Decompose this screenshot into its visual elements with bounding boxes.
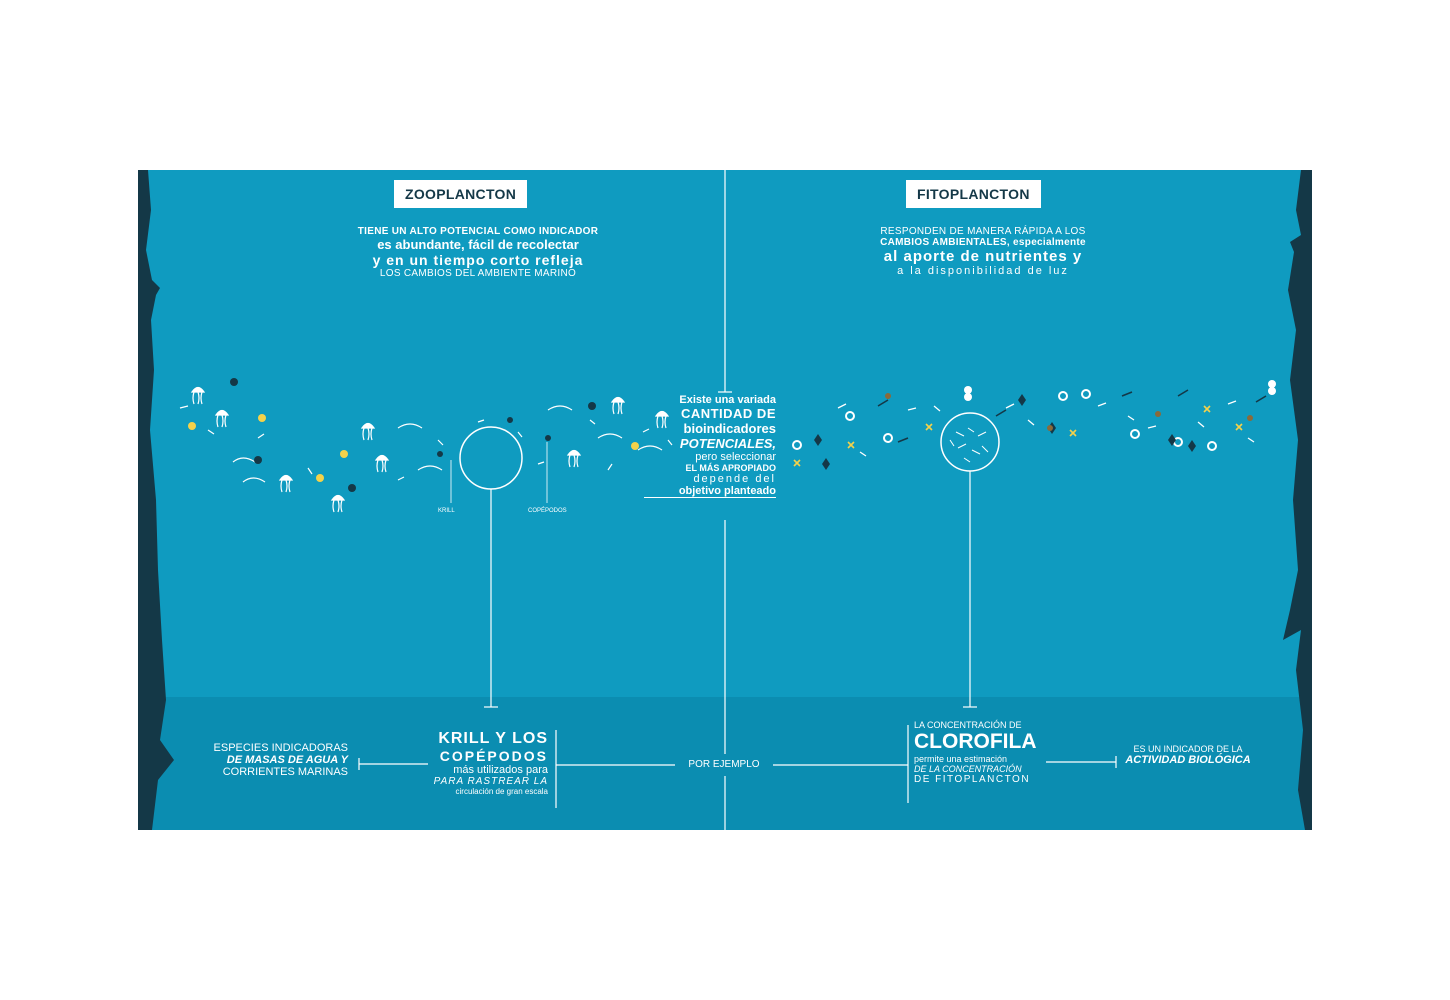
fitoplancton-side-note	[1118, 744, 1258, 766]
side-note-left-line-1: ESPECIES INDICADORAS	[213, 742, 348, 754]
side-note-left-line-2: DE MASAS DE AGUA Y	[226, 754, 348, 766]
illustration-layer	[138, 170, 1312, 830]
clorofila-highlight-line-1: LA CONCENTRACIÓN DE	[914, 720, 1022, 730]
krill-label: KRILL	[438, 508, 455, 514]
por-ejemplo-label: POR EJEMPLO	[688, 759, 760, 770]
clorofila-highlight-line-4: DE LA CONCENTRACIÓN	[914, 764, 1022, 774]
center-statement	[644, 394, 776, 498]
center-line-4: POTENCIALES,	[679, 436, 776, 451]
zooplankton-stream	[180, 388, 672, 513]
center-line-6: EL MÁS APROPIADO	[685, 463, 776, 473]
side-note-right-line-2: ACTIVIDAD BIOLÓGICA	[1125, 754, 1251, 766]
center-line-7: depende del	[693, 473, 776, 485]
zooplancton-intro-line-2: es abundante, fácil de recolectar	[377, 237, 579, 252]
zooplancton-intro-line-4: LOS CAMBIOS DEL AMBIENTE MARINO	[379, 268, 577, 279]
fitoplancton-title: FITOPLANCTON	[906, 180, 1041, 208]
krill-highlight-line-2: COPÉPODOS	[439, 748, 548, 764]
clorofila-highlight	[914, 720, 1044, 785]
krill-highlight-line-1: KRILL Y LOS	[438, 730, 548, 747]
infographic-panel	[138, 170, 1312, 830]
krill-highlight-line-4: PARA RASTREAR LA	[433, 776, 548, 787]
zooplancton-title: ZOOPLANCTON	[394, 180, 527, 208]
fitoplancton-intro-line-4: a la disponibilidad de luz	[897, 265, 1069, 277]
center-line-2: CANTIDAD DE	[680, 406, 776, 421]
fitoplancton-intro-line-3: al aporte de nutrientes y	[883, 248, 1083, 265]
center-line-1: Existe una variada	[679, 394, 776, 406]
fitoplancton-intro-line-2: CAMBIOS AMBIENTALES, especialmente	[880, 237, 1086, 248]
zooplancton-side-note	[198, 742, 348, 778]
phytoplankton-stream	[793, 380, 1276, 470]
zooplankton-accents	[188, 378, 639, 492]
clorofila-highlight-line-2: CLOROFILA	[914, 730, 1037, 753]
zooplancton-intro	[333, 226, 623, 279]
krill-highlight-line-3: más utilizados para	[453, 764, 548, 776]
side-note-right-line-1: ES UN INDICADOR DE LA	[1133, 744, 1243, 754]
center-line-3: bioindicadores	[683, 421, 776, 436]
krill-highlight	[416, 730, 548, 796]
left-rock	[138, 170, 174, 830]
copepodos-label: COPÉPODOS	[528, 508, 567, 514]
zooplancton-intro-line-3: y en un tiempo corto refleja	[372, 252, 584, 268]
fitoplancton-intro	[838, 226, 1128, 277]
center-line-8: objetivo planteado	[644, 485, 776, 498]
krill-highlight-line-5: circulación de gran escala	[455, 787, 548, 796]
center-line-5: pero seleccionar	[695, 451, 776, 463]
side-note-left-line-3: CORRIENTES MARINAS	[222, 766, 348, 778]
clorofila-highlight-line-3: permite una estimación	[914, 754, 1008, 764]
fitoplancton-intro-line-1: RESPONDEN DE MANERA RÁPIDA A LOS	[880, 226, 1086, 237]
zooplancton-intro-line-1: TIENE UN ALTO POTENCIAL COMO INDICADOR	[357, 226, 599, 237]
right-rock	[1283, 170, 1312, 830]
clorofila-highlight-line-5: DE FITOPLANCTON	[914, 774, 1031, 785]
